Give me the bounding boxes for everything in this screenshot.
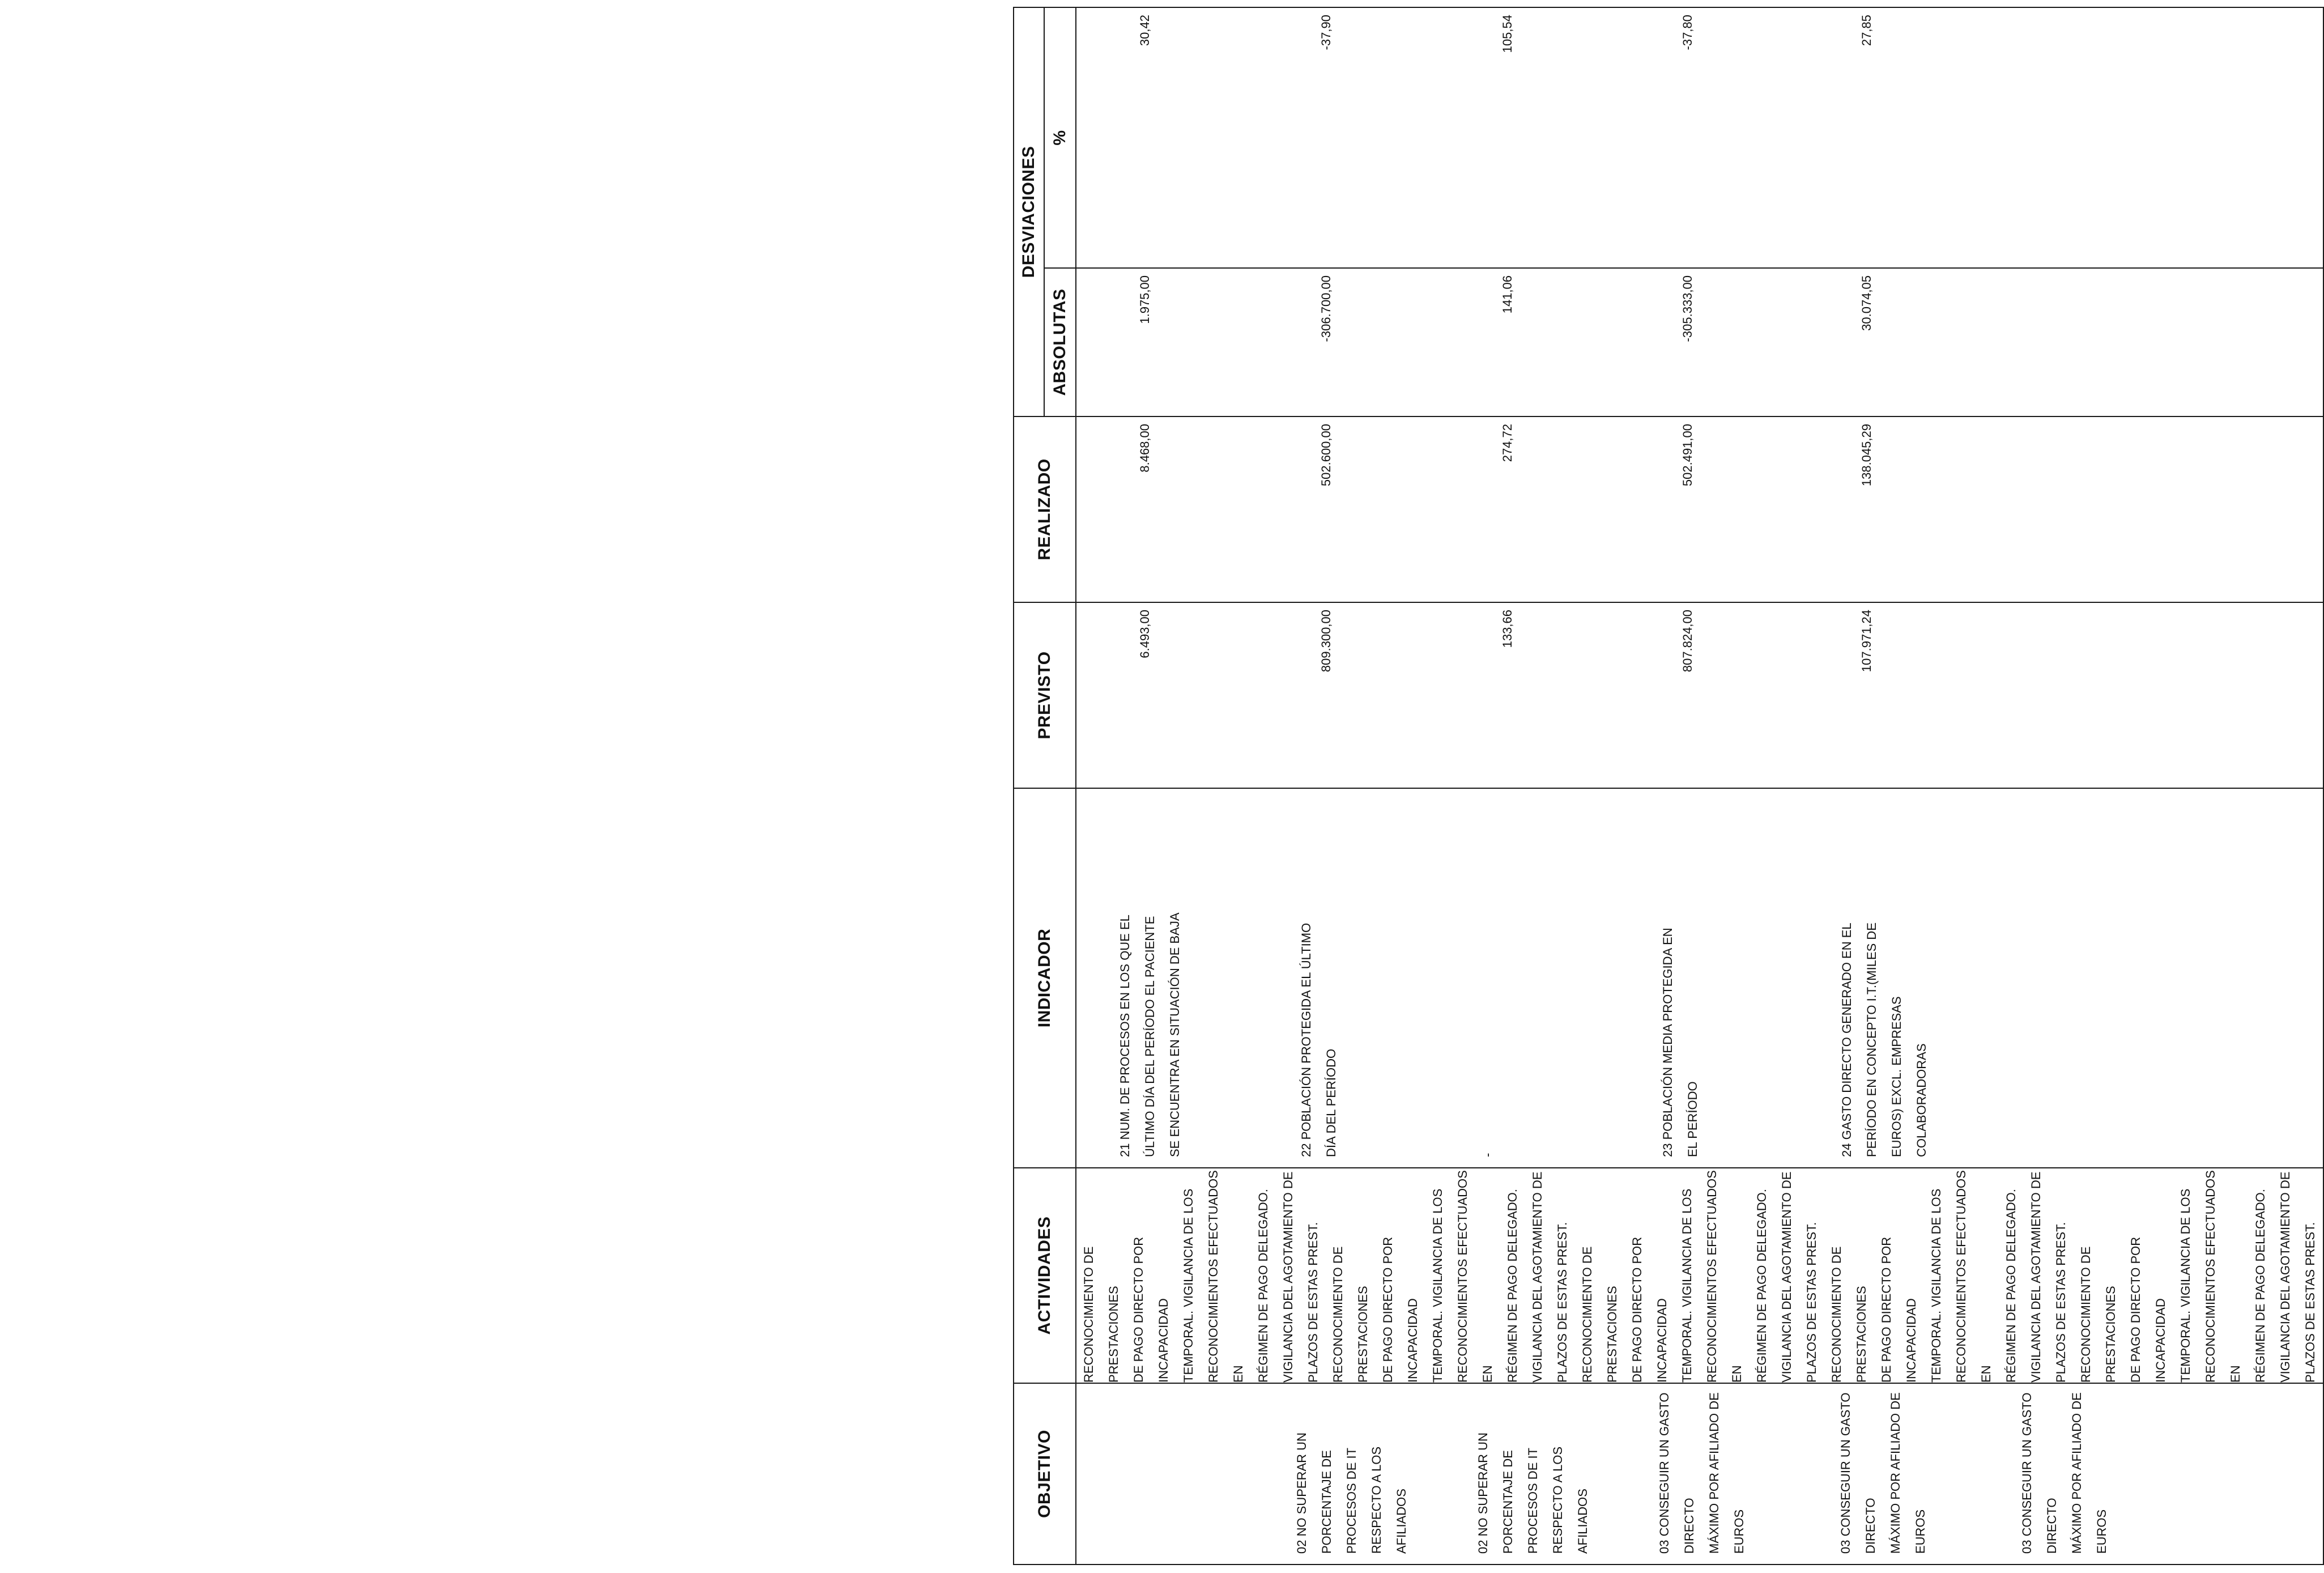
previsto-value: 809.300,00 bbox=[1319, 610, 1333, 673]
actividad-line: RÉGIMEN DE PAGO DELEGADO. bbox=[2253, 1189, 2267, 1383]
previsto-value: 6.493,00 bbox=[1138, 610, 1152, 658]
porcentaje-value: 30,42 bbox=[1138, 15, 1152, 46]
actividad-line: DE PAGO DIRECTO POR INCAPACIDAD bbox=[1131, 1236, 1170, 1383]
realizado-value: 274,72 bbox=[1500, 424, 1514, 462]
realizado-value: 502.491,00 bbox=[1680, 424, 1695, 487]
porcentaje-value: -37,90 bbox=[1319, 15, 1333, 50]
actividad-line: PLAZOS DE ESTAS PREST. bbox=[2054, 1222, 2068, 1383]
absolutas-value: 141,06 bbox=[1500, 275, 1514, 314]
previsto-value: 807.824,00 bbox=[1680, 610, 1695, 673]
actividad-line: DE PAGO DIRECTO POR INCAPACIDAD bbox=[2129, 1236, 2168, 1383]
actividad-line: VIGILANCIA DEL AGOTAMIENTO DE bbox=[1281, 1171, 1295, 1383]
actividad-line: TEMPORAL. VIGILANCIA DE LOS bbox=[1181, 1188, 1195, 1383]
objectives-table bbox=[1013, 7, 2324, 1565]
actividad-line: TEMPORAL. VIGILANCIA DE LOS bbox=[1929, 1188, 1943, 1383]
actividad-line: TEMPORAL. VIGILANCIA DE LOS bbox=[1680, 1188, 1694, 1383]
objetivo-cell bbox=[1471, 1389, 1595, 1554]
actividad-line: PLAZOS DE ESTAS PREST. bbox=[1804, 1222, 1819, 1383]
header-objetivo: OBJETIVO bbox=[1014, 1383, 1076, 1565]
actividad-line: RECONOCIMIENTO DE PRESTACIONES bbox=[1580, 1246, 1619, 1383]
indicador-line: - bbox=[1480, 1153, 1495, 1157]
indicador-line: ÚLTIMO DÍA DEL PERÍODO EL PACIENTE bbox=[1143, 916, 1157, 1157]
absolutas-value: 30.074,05 bbox=[1859, 275, 1874, 331]
objetivo-line: 03 CONSEGUIR UN GASTO DIRECTO bbox=[1838, 1392, 1878, 1554]
previsto-value: 107.971,24 bbox=[1859, 610, 1874, 673]
rotated-table-sheet bbox=[1013, 8, 2317, 1565]
actividad-line: RECONOCIMIENTOS EFECTUADOS EN bbox=[2203, 1170, 2242, 1383]
absolutas-column bbox=[1076, 268, 2323, 416]
indicador-cell bbox=[1834, 794, 1934, 1157]
header-realizado: REALIZADO bbox=[1014, 416, 1076, 602]
objetivo-column bbox=[1076, 1383, 2323, 1565]
indicador-line: DÍA DEL PERÍODO bbox=[1324, 1048, 1338, 1157]
objetivo-line: 03 CONSEGUIR UN GASTO DIRECTO bbox=[1657, 1392, 1696, 1554]
actividad-line: RECONOCIMIENTOS EFECTUADOS EN bbox=[1954, 1170, 1993, 1383]
actividad-line: RÉGIMEN DE PAGO DELEGADO. bbox=[1256, 1189, 1270, 1383]
actividad-line: RÉGIMEN DE PAGO DELEGADO. bbox=[1755, 1189, 1769, 1383]
indicador-column bbox=[1076, 788, 2323, 1168]
header-previsto: PREVISTO bbox=[1014, 602, 1076, 788]
previsto-value: 133,66 bbox=[1500, 610, 1514, 648]
actividades-cell bbox=[1575, 1168, 1824, 1383]
actividad-line: TEMPORAL. VIGILANCIA DE LOS bbox=[1431, 1188, 1445, 1383]
table-body-row bbox=[1076, 7, 2323, 1565]
actividad-line: PLAZOS DE ESTAS PREST. bbox=[1555, 1222, 1569, 1383]
indicador-line: COLABORADORAS bbox=[1914, 1043, 1929, 1157]
actividad-line: RECONOCIMIENTO DE PRESTACIONES bbox=[1082, 1246, 1121, 1383]
actividad-line: DE PAGO DIRECTO POR INCAPACIDAD bbox=[1630, 1236, 1669, 1383]
indicador-line: EUROS) EXCL. EMPRESAS bbox=[1889, 996, 1904, 1157]
objetivo-line: MÁXIMO POR AFILIADO DE EUROS bbox=[1888, 1392, 1927, 1554]
actividad-line: DE PAGO DIRECTO POR INCAPACIDAD bbox=[1381, 1236, 1420, 1383]
actividades-column bbox=[1076, 1168, 2323, 1383]
indicador-cell bbox=[1655, 794, 1705, 1157]
objetivo-line: MÁXIMO POR AFILIADO DE EUROS bbox=[1707, 1392, 1746, 1554]
actividad-line: DE PAGO DIRECTO POR INCAPACIDAD bbox=[1879, 1236, 1918, 1383]
objetivo-line: AFILIADOS bbox=[1576, 1489, 1590, 1554]
absolutas-value: -305.333,00 bbox=[1680, 275, 1695, 342]
previsto-column bbox=[1076, 602, 2323, 788]
indicador-cell bbox=[1475, 794, 1500, 1157]
actividad-line: RECONOCIMIENTO DE PRESTACIONES bbox=[2079, 1246, 2118, 1383]
indicador-line: 21 NUM. DE PROCESOS EN LOS QUE EL bbox=[1118, 915, 1132, 1157]
realizado-value: 8.468,00 bbox=[1138, 424, 1152, 473]
actividades-cell bbox=[2074, 1168, 2323, 1383]
actividades-cell bbox=[1824, 1168, 2074, 1383]
indicador-line: PERÍODO EN CONCEPTO I.T.(MILES DE bbox=[1865, 922, 1879, 1157]
objetivo-cell bbox=[1289, 1389, 1414, 1554]
actividad-line: TEMPORAL. VIGILANCIA DE LOS bbox=[2178, 1188, 2193, 1383]
indicador-line: 24 GASTO DIRECTO GENERADO EN EL bbox=[1840, 922, 1854, 1157]
objetivo-line: 02 NO SUPERAR UN PORCENTAJE DE bbox=[1476, 1432, 1515, 1554]
header-desviaciones: DESVIACIONES bbox=[1014, 7, 1044, 416]
objetivo-line: AFILIADOS bbox=[1394, 1489, 1408, 1554]
header-actividades: ACTIVIDADES bbox=[1014, 1168, 1076, 1383]
actividad-line: PLAZOS DE ESTAS PREST. bbox=[2303, 1222, 2317, 1383]
porcentaje-value: 105,54 bbox=[1500, 15, 1514, 53]
indicador-line: SE ENCUENTRA EN SITUACIÓN DE BAJA bbox=[1168, 912, 1182, 1157]
actividades-cell bbox=[1076, 1168, 1326, 1383]
indicador-line: EL PERÍODO bbox=[1685, 1081, 1700, 1157]
header-absolutas: ABSOLUTAS bbox=[1044, 268, 1076, 416]
realizado-value: 502.600,00 bbox=[1319, 424, 1333, 487]
actividad-line: RECONOCIMIENTOS EFECTUADOS EN bbox=[1206, 1170, 1245, 1383]
indicador-cell bbox=[1113, 794, 1187, 1157]
indicador-line: 22 POBLACIÓN PROTEGIDA EL ÚLTIMO bbox=[1299, 922, 1313, 1157]
porcentaje-column bbox=[1076, 7, 2323, 268]
objetivo-line: PROCESOS DE IT RESPECTO A LOS bbox=[1526, 1446, 1565, 1554]
actividad-line: RECONOCIMIENTO DE PRESTACIONES bbox=[1331, 1246, 1370, 1383]
actividad-line: VIGILANCIA DEL AGOTAMIENTO DE bbox=[1780, 1171, 1794, 1383]
objetivo-line: MÁXIMO POR AFILIADO DE EUROS bbox=[2070, 1392, 2109, 1554]
objetivo-line: 03 CONSEGUIR UN GASTO DIRECTO bbox=[2020, 1392, 2059, 1554]
actividad-line: VIGILANCIA DEL AGOTAMIENTO DE bbox=[1530, 1171, 1544, 1383]
actividad-line: RÉGIMEN DE PAGO DELEGADO. bbox=[1505, 1189, 1519, 1383]
actividad-line: PLAZOS DE ESTAS PREST. bbox=[1306, 1222, 1320, 1383]
objetivo-cell bbox=[2015, 1389, 2114, 1554]
porcentaje-value: -37,80 bbox=[1680, 15, 1695, 50]
objetivo-cell bbox=[1652, 1389, 1752, 1554]
absolutas-value: 1.975,00 bbox=[1138, 275, 1152, 324]
porcentaje-value: 27,85 bbox=[1859, 15, 1874, 46]
objetivo-line: 02 NO SUPERAR UN PORCENTAJE DE bbox=[1295, 1432, 1334, 1554]
indicador-line: 23 POBLACIÓN MEDIA PROTEGIDA EN bbox=[1661, 928, 1675, 1157]
objetivo-line: PROCESOS DE IT RESPECTO A LOS bbox=[1344, 1446, 1384, 1554]
actividad-line: RECONOCIMIENTOS EFECTUADOS EN bbox=[1455, 1170, 1495, 1383]
indicador-cell bbox=[1294, 794, 1344, 1157]
realizado-value: 138.045,29 bbox=[1859, 424, 1874, 487]
actividades-cell bbox=[1326, 1168, 1575, 1383]
actividad-line: RECONOCIMIENTOS EFECTUADOS EN bbox=[1705, 1170, 1744, 1383]
header-indicador: INDICADOR bbox=[1014, 788, 1076, 1168]
absolutas-value: -306.700,00 bbox=[1319, 275, 1333, 342]
header-porcentaje: % bbox=[1044, 7, 1076, 268]
actividad-line: RÉGIMEN DE PAGO DELEGADO. bbox=[2004, 1189, 2018, 1383]
realizado-column bbox=[1076, 416, 2323, 602]
objetivo-cell bbox=[1833, 1389, 1933, 1554]
actividad-line: VIGILANCIA DEL AGOTAMIENTO DE bbox=[2029, 1171, 2043, 1383]
actividad-line: RECONOCIMIENTO DE PRESTACIONES bbox=[1829, 1246, 1868, 1383]
actividad-line: VIGILANCIA DEL AGOTAMIENTO DE bbox=[2278, 1171, 2292, 1383]
